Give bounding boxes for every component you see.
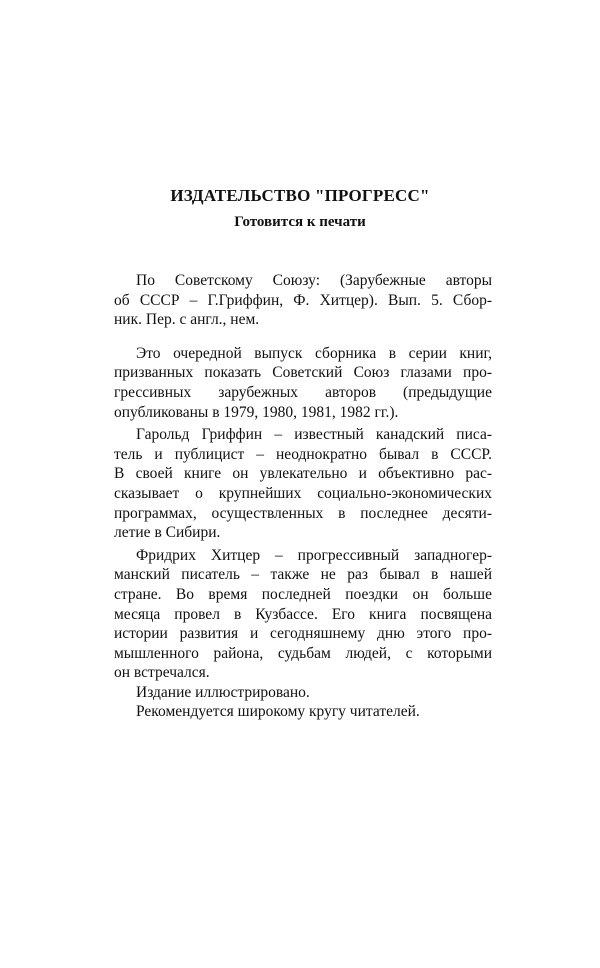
text-line: об СССР – Г.Гриффин, Ф. Хитцер). Вып. 5. Сбор-	[114, 291, 492, 309]
text-line: Издание иллюстрировано.	[136, 683, 310, 701]
text-line: опубликованы в 1979, 1980, 1981, 1982 гг.).	[114, 403, 399, 421]
text-line: программах, осуществленных в последнее десяти-	[114, 504, 492, 522]
text-line: мышленного района, судьбам людей, с которыми	[114, 644, 492, 662]
announcement-body	[114, 271, 492, 722]
text-line: он встречался.	[114, 664, 210, 682]
forthcoming-subtitle: Готовится к печати	[234, 214, 366, 230]
text-line: В своей книге он увлекательно и объективно рас-	[114, 465, 492, 483]
text-line: манский писатель – также не раз бывал в нашей	[114, 566, 492, 584]
illustrated-note	[114, 683, 492, 703]
hitzer-paragraph	[114, 546, 492, 683]
text-line: летие в Сибири.	[114, 524, 221, 542]
text-line: По Советскому Союзу: (Зарубежные авторы	[136, 272, 492, 289]
text-line: тель и публицист – неоднократно бывал в СССР.	[114, 445, 492, 463]
text-line: месяца провел в Кузбассе. Его книга посвящена	[114, 605, 492, 623]
text-line: Гарольд Гриффин – известный канадский писа-	[136, 426, 492, 444]
recommendation-note	[114, 702, 492, 722]
text-line: призванных показать Советский Союз глазами про-	[114, 364, 492, 382]
text-line: ник. Пер. с англ., нем.	[114, 311, 260, 329]
intro-paragraph	[114, 344, 492, 422]
griffin-paragraph	[114, 425, 492, 543]
text-line: Рекомендуется широкому кругу читателей.	[136, 703, 420, 721]
text-line: грессивных зарубежных авторов (предыдущие	[114, 383, 492, 401]
text-line: Это очередной выпуск сборника в серии книг,	[136, 344, 492, 362]
text-line: Фридрих Хитцер – прогрессивный западногер-	[136, 546, 492, 564]
book-citation	[114, 271, 492, 330]
text-line: стране. Во время последней поездки он больше	[114, 585, 492, 603]
text-line: сказывает о крупнейших социально-экономических	[114, 484, 492, 502]
text-line: истории развития и сегодняшнему дню этого про-	[114, 625, 492, 643]
publisher-heading: ИЗДАТЕЛЬСТВО "ПРОГРЕСС"	[170, 186, 430, 205]
